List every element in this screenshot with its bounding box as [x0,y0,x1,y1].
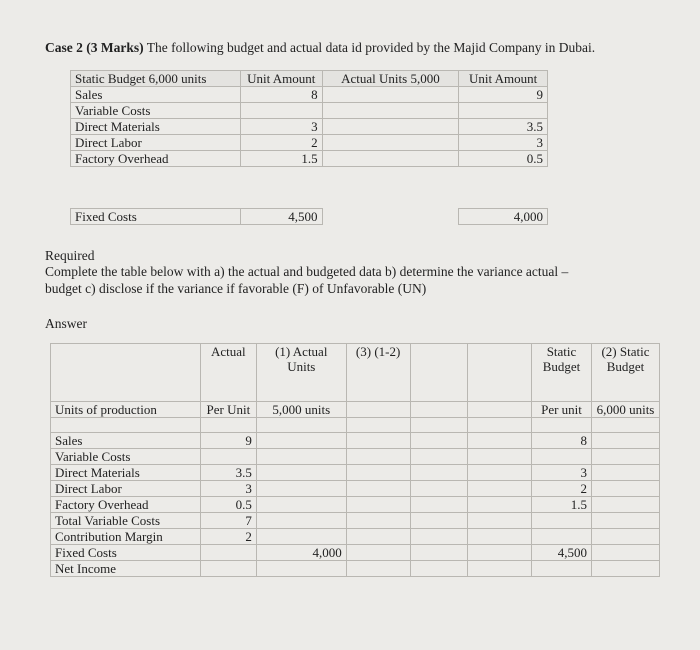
case-heading [45,40,595,56]
t1-fixed-row [71,209,548,225]
t1-row-actual: 9 [459,87,548,103]
t2-row-variance [346,497,410,513]
t2-subheader-row [51,402,660,418]
t2-row-budget-unit: 8 [532,433,592,449]
t2-row-actual [256,529,346,545]
t2-sh-static-units: 6,000 units [591,402,659,418]
t2-row-budget-unit: 1.5 [532,497,592,513]
t1-row-budget: 1.5 [240,151,322,167]
t1-row-gap [322,151,459,167]
t2-row-blank [410,513,468,529]
table-row [51,449,660,465]
t2-row-blank2 [468,497,532,513]
t2-row-label: Fixed Costs [51,545,201,561]
t2-row-budget-unit [532,449,592,465]
t2-row-variance [346,545,410,561]
t2-row-per-unit: 7 [200,513,256,529]
t2-row-budget [591,433,659,449]
t2-h-blank2 [410,344,468,402]
t1-row-label: Sales [71,87,241,103]
t2-row-actual [256,465,346,481]
table-row [71,103,548,119]
t1-row-gap [322,103,459,119]
t1-row-label: Direct Labor [71,135,241,151]
t2-row-blank2 [468,465,532,481]
t1-row-actual: 3.5 [459,119,548,135]
t2-row-label: Sales [51,433,201,449]
t1-row-budget [240,103,322,119]
t2-row-per-unit [200,561,256,577]
t1-fixed-label: Fixed Costs [71,209,241,225]
t2-row-budget [591,449,659,465]
t2-h-col1: (1) Actual Units [256,344,346,402]
t1-row-actual [459,103,548,119]
t2-row-blank [410,545,468,561]
t2-sh-units: Units of production [51,402,201,418]
t2-row-actual [256,433,346,449]
t2-row-actual [256,481,346,497]
t1-row-gap [322,135,459,151]
t2-row-blank [410,481,468,497]
t2-row-budget-unit [532,513,592,529]
t2-row-label: Direct Labor [51,481,201,497]
table1-header-row [71,71,548,87]
t2-row-per-unit: 0.5 [200,497,256,513]
t2-row-blank2 [468,433,532,449]
required-line-2: budget c) disclose if the variance if favorable (F) of Unfavorable (UN) [45,281,427,296]
t2-row-blank2 [468,513,532,529]
t2-row-blank2 [468,481,532,497]
t2-row-budget [591,497,659,513]
t1-row-label: Factory Overhead [71,151,241,167]
table-row [51,529,660,545]
t2-row-blank [410,497,468,513]
t2-row-variance [346,529,410,545]
table-row [71,151,548,167]
t2-row-label: Total Variable Costs [51,513,201,529]
t2-row-label: Variable Costs [51,449,201,465]
t1-header-actual-units: Actual Units 5,000 [322,71,459,87]
t2-sh-per-unit-2: Per unit [532,402,592,418]
t1-row-gap [322,87,459,103]
t2-row-budget-unit: 2 [532,481,592,497]
t2-row-per-unit: 2 [200,529,256,545]
t2-row-blank [410,529,468,545]
t2-sh-per-unit: Per Unit [200,402,256,418]
table-row [71,135,548,151]
t1-fixed-actual: 4,000 [459,209,548,225]
table-row [51,513,660,529]
t1-header-unit-amount: Unit Amount [240,71,322,87]
t2-row-variance [346,449,410,465]
t2-h-blank [51,344,201,402]
required-title: Required [45,248,95,263]
answer-label: Answer [45,316,87,331]
t2-row-budget [591,529,659,545]
t1-row-budget: 3 [240,119,322,135]
table-row [71,119,548,135]
table-row [51,545,660,561]
t2-sh-blank [346,402,410,418]
t1-row-actual: 0.5 [459,151,548,167]
t1-fixed-gap [322,209,459,225]
t2-h-col3: (3) (1-2) [346,344,410,402]
t2-row-variance [346,481,410,497]
t2-row-per-unit [200,545,256,561]
table-row [71,87,548,103]
case-heading-bold: Case 2 (3 Marks) [45,40,144,55]
t2-row-variance [346,433,410,449]
t2-row-actual: 4,000 [256,545,346,561]
t2-row-per-unit: 9 [200,433,256,449]
t2-row-budget-unit [532,561,592,577]
t2-row-budget [591,561,659,577]
t2-h-static: Static Budget [532,344,592,402]
t2-row-actual [256,449,346,465]
t2-row-blank [410,433,468,449]
t2-row-budget-unit: 4,500 [532,545,592,561]
t2-row-label: Factory Overhead [51,497,201,513]
answer-table [50,343,660,577]
fixed-costs-table [70,208,548,225]
t2-row-blank [410,465,468,481]
t1-row-gap [322,119,459,135]
t2-row-variance [346,465,410,481]
budget-actual-table [70,70,548,167]
t1-row-label: Direct Materials [71,119,241,135]
t2-row-per-unit: 3.5 [200,465,256,481]
t2-spacer-row [51,418,660,433]
t2-row-blank2 [468,561,532,577]
t2-h-blank3 [468,344,532,402]
t2-row-budget [591,545,659,561]
t2-row-blank2 [468,545,532,561]
t2-row-label: Contribution Margin [51,529,201,545]
table-row [51,561,660,577]
t2-sh-blank2 [410,402,468,418]
t1-fixed-budget: 4,500 [240,209,322,225]
required-line-1: Complete the table below with a) the actual and budgeted data b) determine the variance actual – [45,264,569,279]
t2-row-budget-unit: 3 [532,465,592,481]
t2-row-variance [346,513,410,529]
case-heading-rest: The following budget and actual data id provided by the Majid Company in Dubai. [143,40,596,55]
table-row [51,465,660,481]
table-row [51,481,660,497]
t1-header-static: Static Budget 6,000 units [71,71,241,87]
t2-row-budget [591,513,659,529]
t2-sh-actual-units: 5,000 units [256,402,346,418]
t2-row-budget [591,481,659,497]
t2-row-per-unit: 3 [200,481,256,497]
t2-row-actual [256,561,346,577]
table-row [51,497,660,513]
t1-row-actual: 3 [459,135,548,151]
t2-sh-blank3 [468,402,532,418]
table-row [51,433,660,449]
t2-row-label: Net Income [51,561,201,577]
t2-row-budget-unit [532,529,592,545]
t2-row-budget [591,465,659,481]
t2-header-row [51,344,660,402]
t2-row-blank2 [468,449,532,465]
t2-row-label: Direct Materials [51,465,201,481]
t1-row-budget: 2 [240,135,322,151]
t1-header-unit-amount-2: Unit Amount [459,71,548,87]
t2-row-blank [410,561,468,577]
t2-row-actual [256,513,346,529]
t2-row-blank [410,449,468,465]
t2-row-actual [256,497,346,513]
t1-row-label: Variable Costs [71,103,241,119]
t2-row-per-unit [200,449,256,465]
t2-row-variance [346,561,410,577]
t1-row-budget: 8 [240,87,322,103]
t2-h-actual: Actual [200,344,256,402]
t2-row-blank2 [468,529,532,545]
t2-h-col2: (2) Static Budget [591,344,659,402]
